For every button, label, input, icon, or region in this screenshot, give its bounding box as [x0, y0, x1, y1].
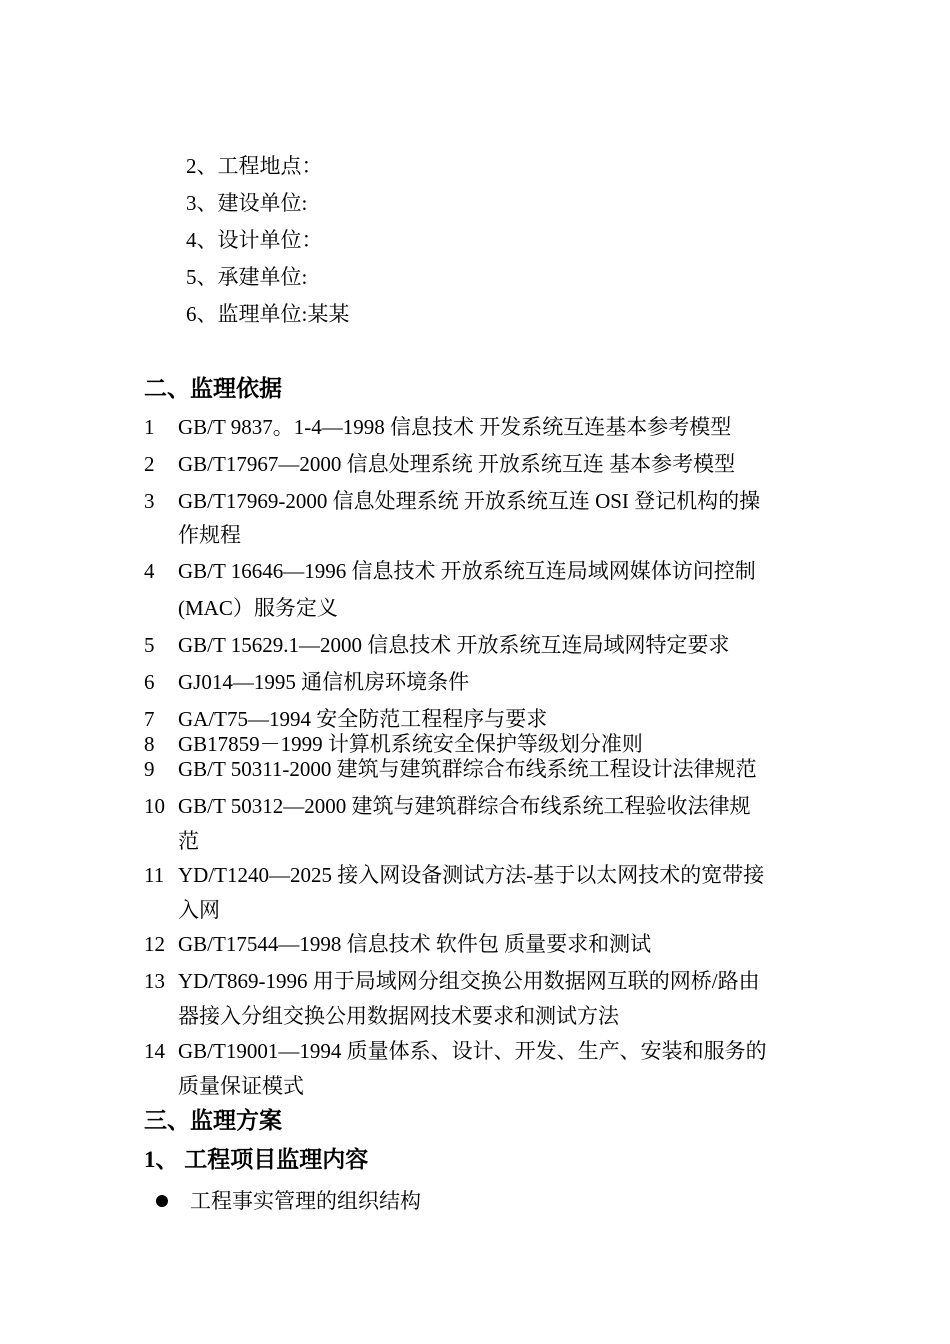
reference-number: 3 — [144, 489, 155, 513]
reference-text: GA/T75—1994 安全防范工程程序与要求 — [178, 707, 548, 731]
reference-text-continued: 范 — [178, 829, 199, 853]
reference-text-continued: 入网 — [178, 898, 220, 922]
reference-text: GB/T 16646—1996 信息技术 开放系统互连局域网媒体访问控制 — [178, 559, 756, 583]
supervision-unit: 6、监理单位:某某 — [186, 302, 350, 326]
contractor-unit: 5、承建单位: — [186, 265, 308, 289]
reference-number: 7 — [144, 707, 155, 731]
reference-text-continued: 器接入分组交换公用数据网技术要求和测试方法 — [178, 1004, 619, 1028]
reference-number: 14 — [144, 1039, 165, 1063]
reference-text-continued: (MAC）服务定义 — [178, 596, 338, 620]
reference-text: YD/T869-1996 用于局域网分组交换公用数据网互联的网桥/路由 — [178, 969, 760, 993]
reference-number: 8 — [144, 732, 155, 756]
bullet-icon — [156, 1195, 168, 1207]
project-location: 2、工程地点： — [186, 154, 323, 178]
design-unit: 4、设计单位： — [186, 228, 323, 252]
reference-number: 9 — [144, 757, 155, 781]
reference-text: GB/T17544—1998 信息技术 软件包 质量要求和测试 — [178, 932, 652, 956]
subsection-heading-content: 1、 工程项目监理内容 — [144, 1147, 369, 1172]
reference-text: GB/T 50311-2000 建筑与建筑群综合布线系统工程设计法律规范 — [178, 757, 757, 781]
reference-text: GB/T17967—2000 信息处理系统 开放系统互连 基本参考模型 — [178, 452, 736, 476]
reference-text: GB/T 15629.1—2000 信息技术 开放系统互连局域网特定要求 — [178, 633, 730, 657]
reference-number: 6 — [144, 670, 155, 694]
reference-number: 12 — [144, 932, 165, 956]
section-heading-plan: 三、监理方案 — [144, 1108, 282, 1133]
section-heading-basis: 二、监理依据 — [144, 376, 282, 401]
reference-text: GB17859－1999 计算机系统安全保护等级划分准则 — [178, 732, 643, 756]
reference-text-continued: 质量保证模式 — [178, 1074, 304, 1098]
reference-text: GB/T 9837。1-4—1998 信息技术 开发系统互连基本参考模型 — [178, 415, 732, 439]
reference-number: 4 — [144, 559, 155, 583]
reference-text: GB/T19001—1994 质量体系、设计、开发、生产、安装和服务的 — [178, 1039, 767, 1063]
reference-text: GJ014—1995 通信机房环境条件 — [178, 670, 470, 694]
construction-unit: 3、建设单位: — [186, 191, 308, 215]
reference-number: 5 — [144, 633, 155, 657]
reference-text: GB/T 50312—2000 建筑与建筑群综合布线系统工程验收法律规 — [178, 794, 751, 818]
reference-number: 13 — [144, 969, 165, 993]
reference-text-continued: 作规程 — [178, 523, 241, 547]
reference-number: 2 — [144, 452, 155, 476]
bullet-text: 工程事实管理的组织结构 — [190, 1189, 421, 1213]
reference-number: 1 — [144, 415, 155, 439]
reference-text: YD/T1240—2025 接入网设备测试方法-基于以太网技术的宽带接 — [178, 863, 765, 887]
reference-number: 10 — [144, 794, 165, 818]
reference-number: 11 — [144, 863, 165, 887]
reference-text: GB/T17969-2000 信息处理系统 开放系统互连 OSI 登记机构的操 — [178, 489, 761, 513]
